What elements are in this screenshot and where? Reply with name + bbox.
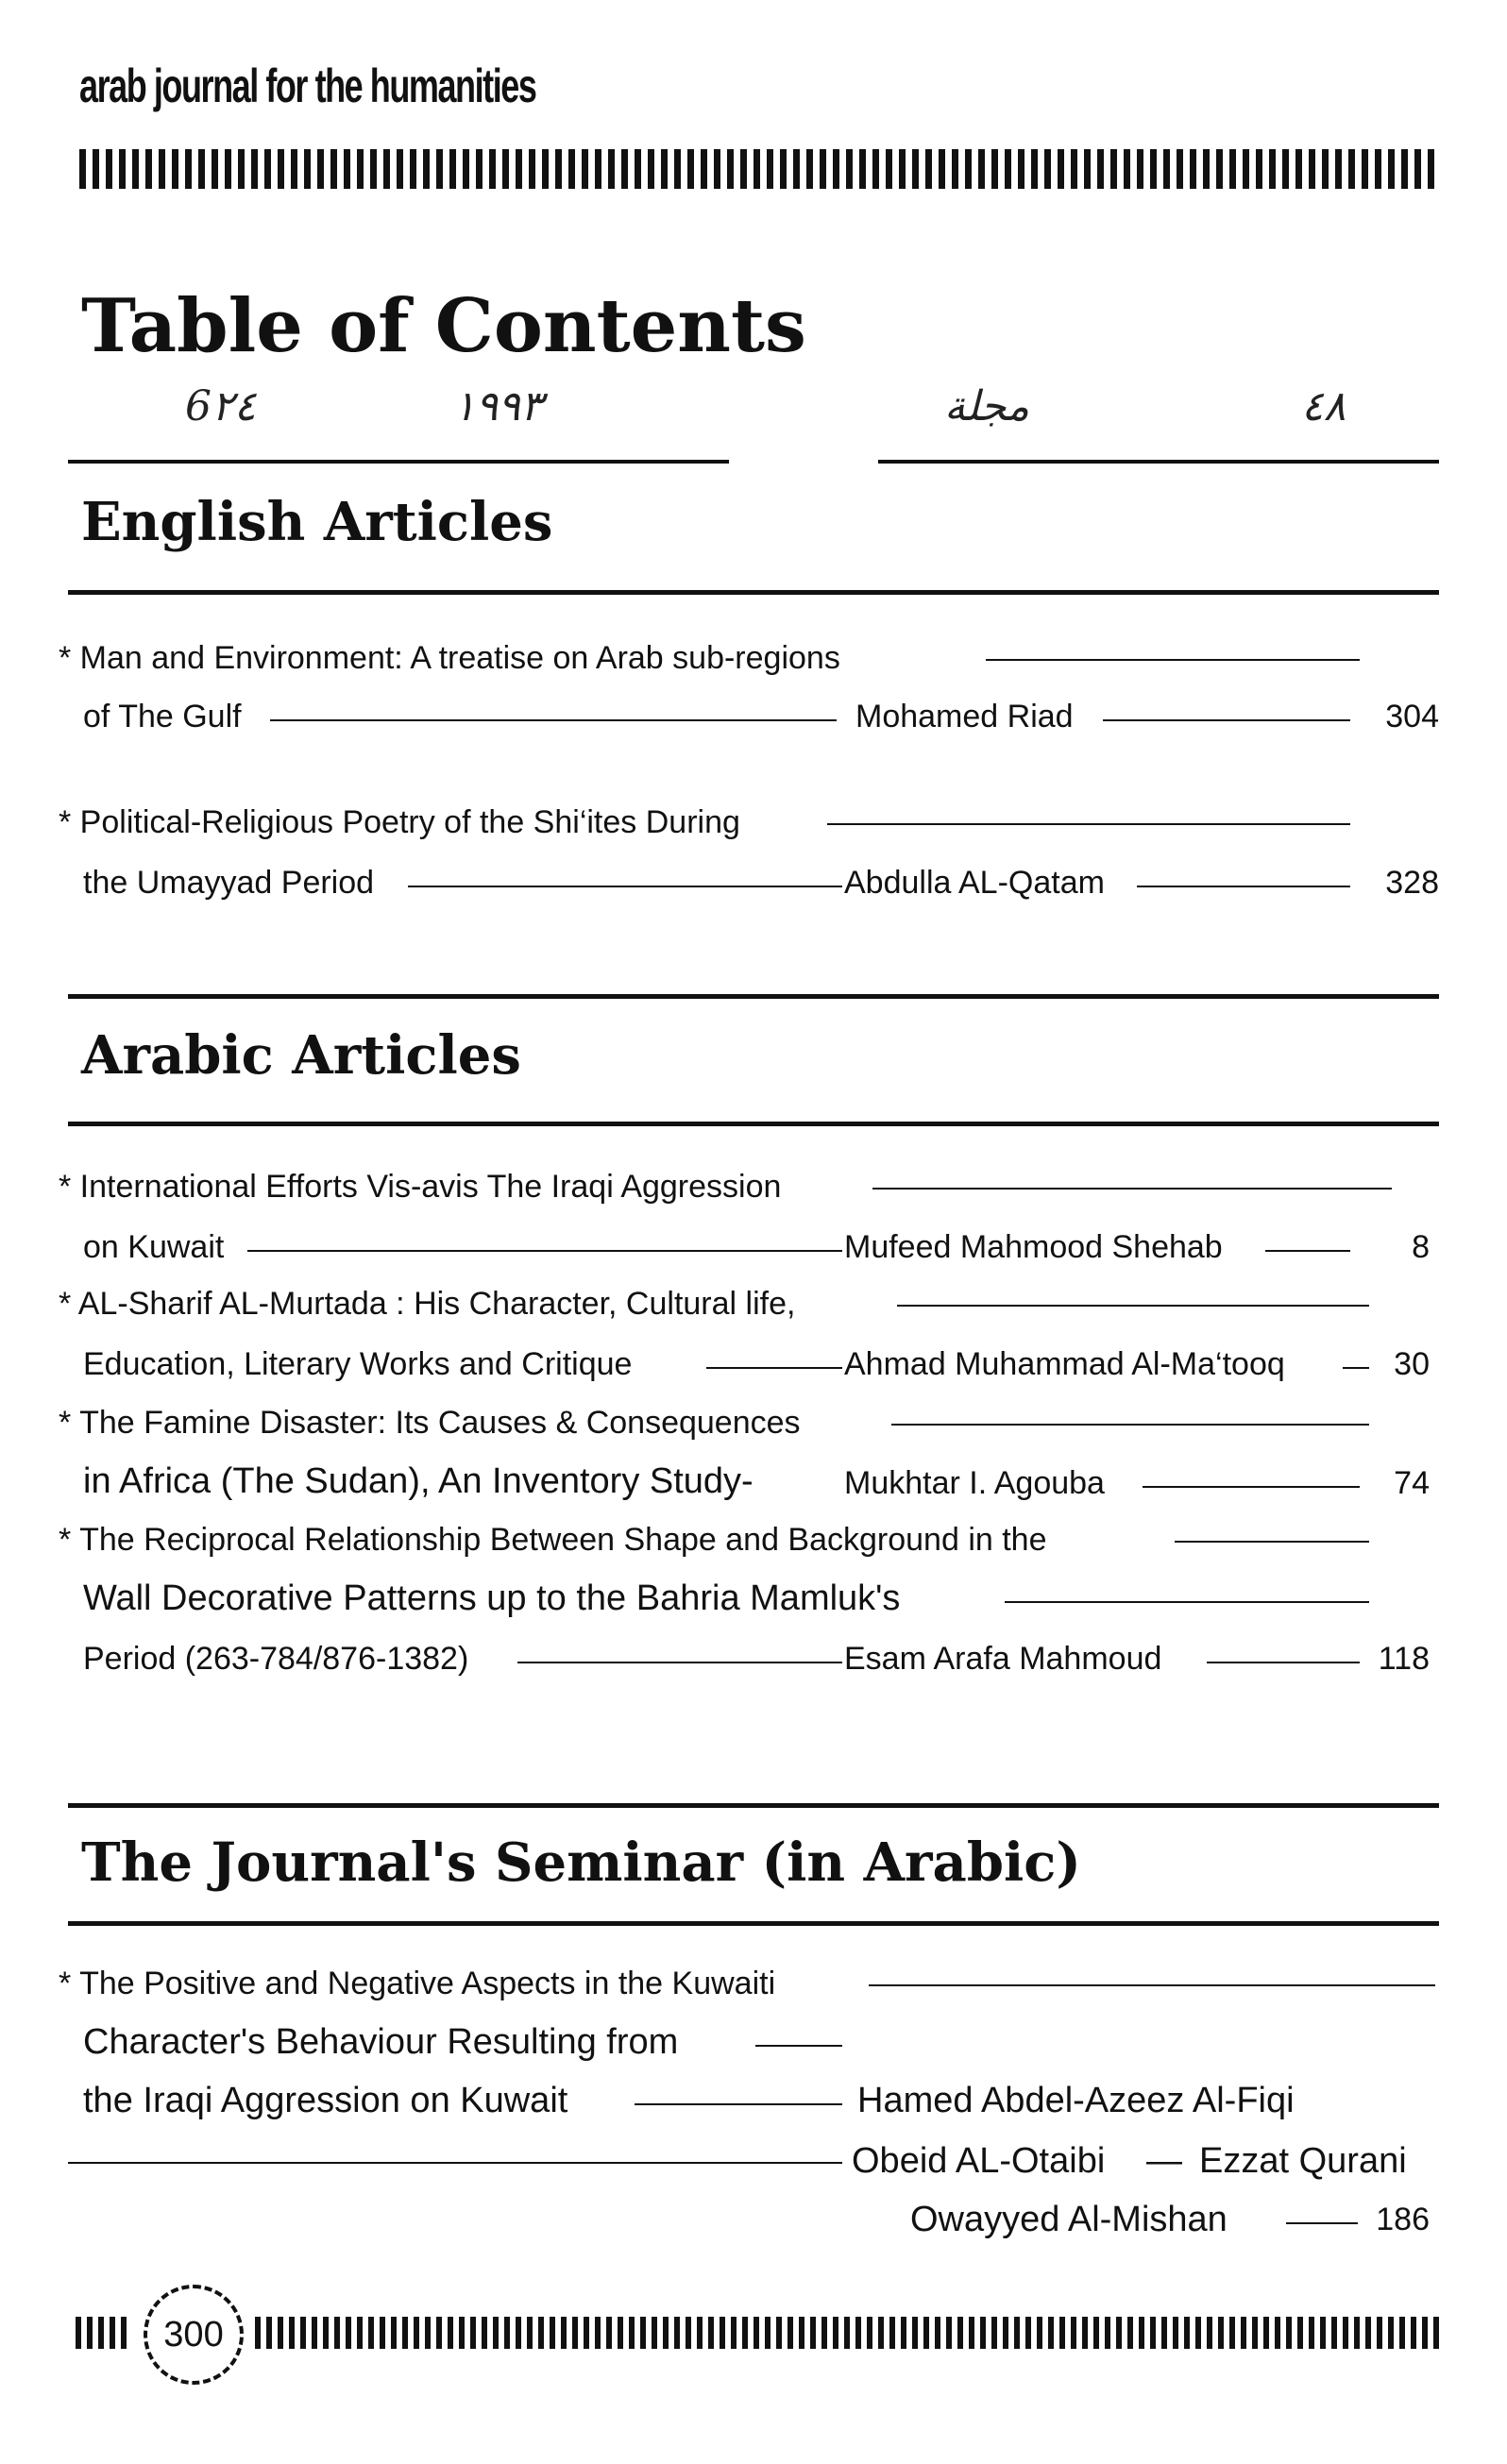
leader-line	[897, 1305, 1369, 1307]
toc-entry-author: Abdulla AL-Qatam	[844, 865, 1105, 901]
section-rule-top-seminar	[68, 1803, 1439, 1808]
toc-entry-title-cont: Education, Literary Works and Critique	[83, 1346, 633, 1382]
toc-entry-author: Esam Arafa Mahmoud	[844, 1641, 1162, 1677]
leader-line	[270, 719, 837, 721]
leader-line	[1175, 1541, 1369, 1543]
handwritten-code-left: 6٢٤	[185, 382, 257, 430]
seminar-author: Obeid AL-Otaibi	[852, 2141, 1106, 2181]
leader-line	[1286, 2222, 1358, 2224]
journal-masthead: arab journal for the humanities	[79, 59, 536, 112]
leader-line	[706, 1367, 842, 1369]
toc-entry-title: * International Efforts Vis-avis The Iraqi Aggression	[59, 1169, 782, 1205]
toc-entry-author: Mufeed Mahmood Shehab	[844, 1229, 1223, 1265]
seminar-title-cont: Character's Behaviour Resulting from	[83, 2022, 679, 2062]
leader-line	[755, 2045, 842, 2047]
seminar-title: * The Positive and Negative Aspects in the Kuwaiti	[59, 1966, 776, 2001]
title-rule-left	[68, 460, 729, 464]
toc-entry-title-cont: on Kuwait	[83, 1229, 225, 1265]
seminar-page: 186	[1376, 2202, 1430, 2237]
leader-line	[1207, 1662, 1360, 1663]
toc-entry-page: 328	[1385, 865, 1439, 901]
leader-line	[517, 1662, 842, 1663]
leader-line	[891, 1424, 1369, 1426]
toc-entry-title-cont: of The Gulf	[83, 699, 242, 734]
seminar-title-cont: the Iraqi Aggression on Kuwait	[83, 2081, 568, 2120]
leader-line	[1265, 1250, 1350, 1252]
section-rule-seminar	[68, 1921, 1439, 1926]
toc-entry-title: * The Famine Disaster: Its Causes & Consequences	[59, 1405, 801, 1441]
toc-entry-page: 304	[1385, 699, 1439, 734]
toc-entry-title: * The Reciprocal Relationship Between Shape and Background in the	[59, 1522, 1047, 1558]
handwritten-year: ١٩٩٣	[453, 382, 543, 430]
leader-line	[408, 886, 842, 887]
page-number-badge	[144, 2285, 244, 2385]
toc-entry-title: * Man and Environment: A treatise on Arab sub-regions	[59, 640, 840, 676]
toc-entry-page: 30	[1394, 1346, 1430, 1382]
leader-line	[986, 659, 1360, 661]
section-heading-seminar: The Journal's Seminar (in Arabic)	[81, 1831, 1081, 1894]
section-rule-top-arabic	[68, 994, 1439, 999]
leader-line	[1143, 1486, 1360, 1488]
leader-line	[872, 1188, 1392, 1190]
footer-bar-right	[255, 2317, 1441, 2349]
leader-line	[1103, 719, 1350, 721]
handwritten-note-right: مجلة	[944, 382, 1030, 430]
toc-entry-page: 74	[1394, 1465, 1430, 1501]
page-number: 300	[163, 2314, 224, 2354]
toc-entry-page: 118	[1378, 1641, 1430, 1677]
toc-entry-title: * Political-Religious Poetry of the Shi‘ites During	[59, 804, 740, 840]
toc-entry-title-cont: Period (263-784/876-1382)	[83, 1641, 469, 1677]
section-rule-english	[68, 590, 1439, 595]
page-title: Table of Contents	[81, 283, 806, 369]
toc-entry-page: 8	[1412, 1229, 1430, 1265]
seminar-author: Owayyed Al-Mishan	[910, 2200, 1228, 2239]
toc-entry-title-cont: Wall Decorative Patterns up to the Bahria Mamluk's	[83, 1578, 901, 1618]
handwritten-code-right: ٤٨	[1301, 382, 1346, 430]
leader-line	[1137, 886, 1350, 887]
section-heading-arabic: Arabic Articles	[81, 1024, 521, 1087]
toc-entry-author: Ahmad Muhammad Al-Ma‘tooq	[844, 1346, 1285, 1382]
leader-line	[247, 1250, 842, 1252]
footer-bar-left	[76, 2317, 132, 2349]
toc-entry-title-cont: in Africa (The Sudan), An Inventory Study-	[83, 1461, 754, 1501]
leader-line	[68, 2162, 842, 2164]
leader-line	[635, 2103, 842, 2105]
toc-entry-title: * AL-Sharif AL-Murtada : His Character, Cultural life,	[59, 1286, 796, 1322]
title-rule-right	[878, 460, 1439, 464]
author-separator: —	[1146, 2141, 1182, 2181]
toc-entry-title-cont: the Umayyad Period	[83, 865, 375, 901]
masthead-bar-decoration	[79, 149, 1439, 189]
toc-entry-author: Mukhtar I. Agouba	[844, 1465, 1105, 1501]
section-rule-arabic	[68, 1122, 1439, 1126]
seminar-author: Ezzat Qurani	[1199, 2141, 1407, 2181]
leader-line	[869, 1984, 1435, 1986]
toc-entry-author: Mohamed Riad	[855, 699, 1074, 734]
section-heading-english: English Articles	[81, 491, 553, 553]
seminar-author: Hamed Abdel-Azeez Al-Fiqi	[857, 2081, 1295, 2120]
leader-line	[1005, 1601, 1369, 1603]
leader-line	[827, 823, 1350, 825]
